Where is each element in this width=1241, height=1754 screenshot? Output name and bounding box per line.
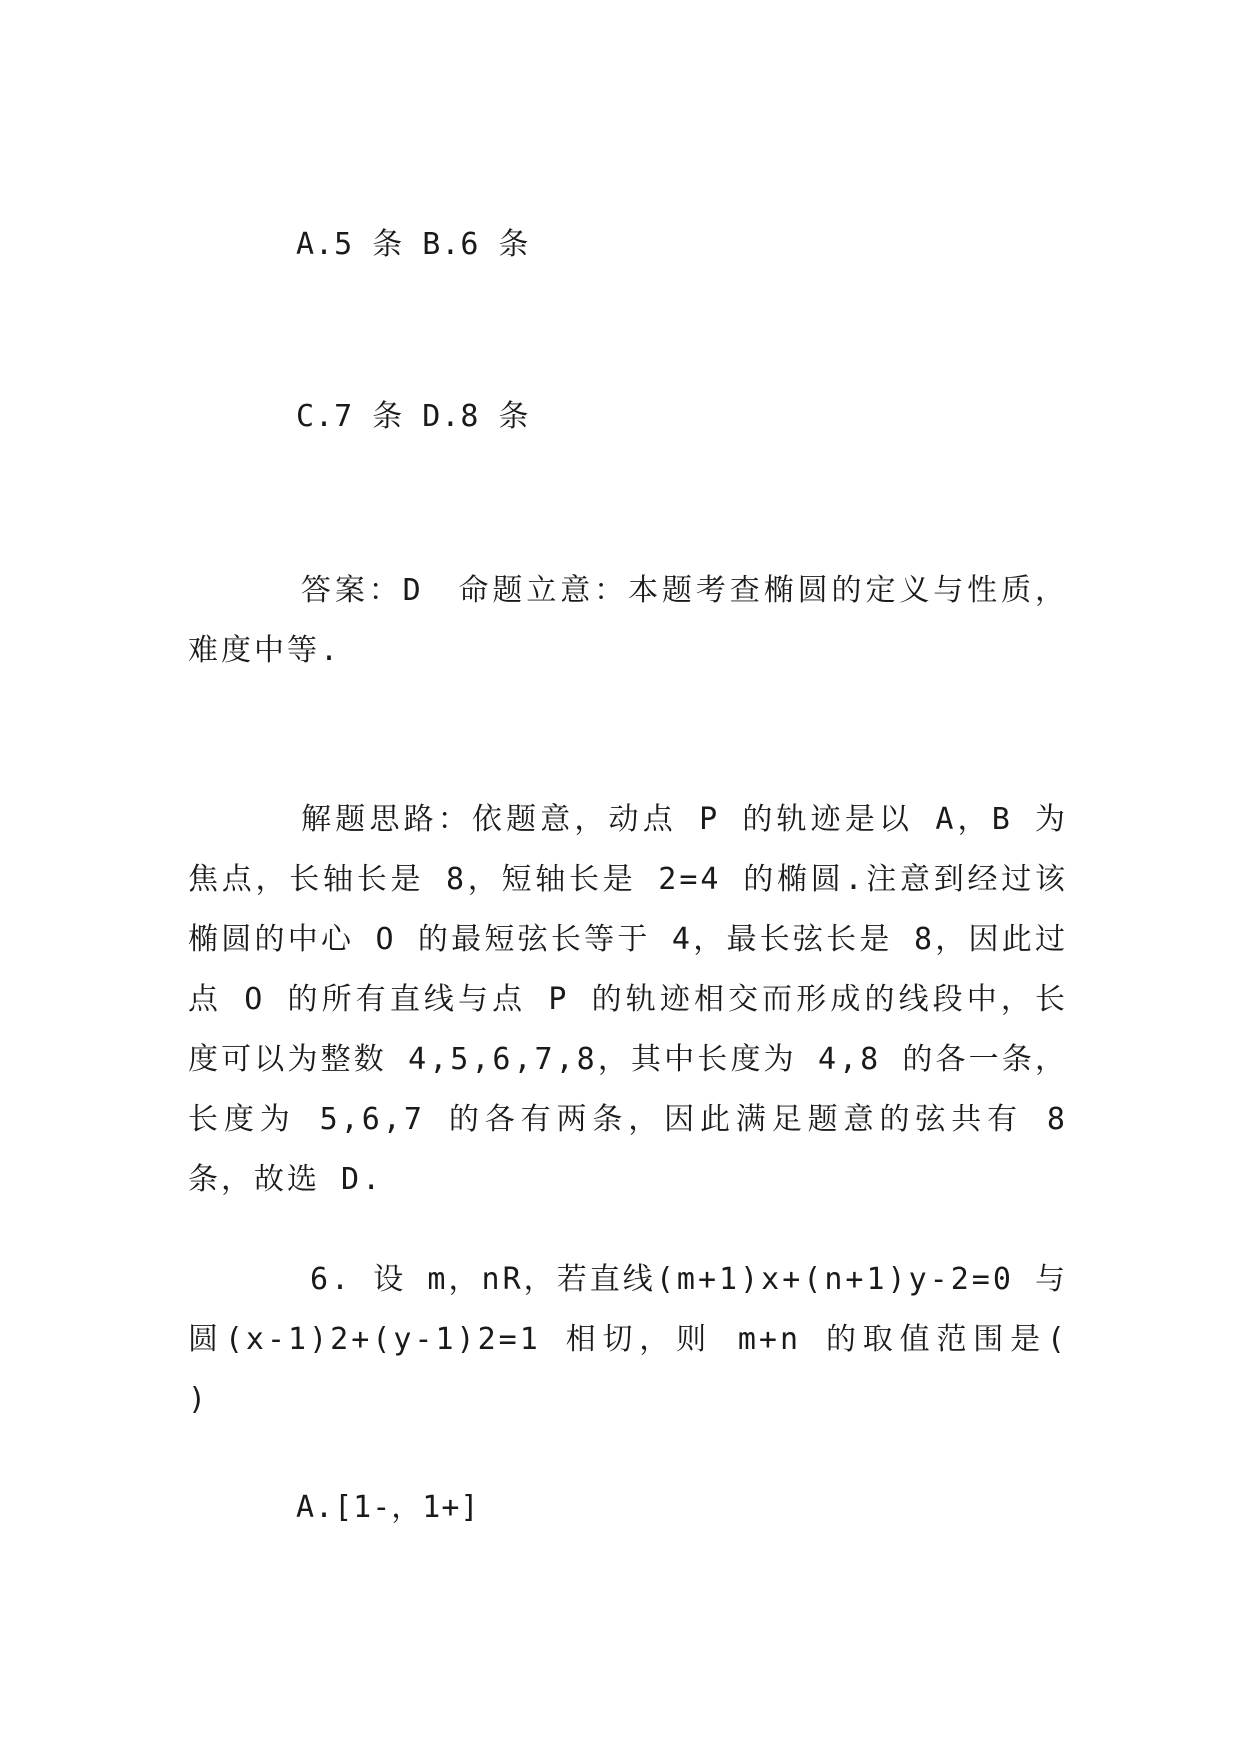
q5-options-cd: C.7 条 D.8 条 [296, 399, 530, 434]
q5-solution-paragraph [188, 790, 1068, 1210]
q5-options-ab: A.5 条 B.6 条 [296, 227, 530, 262]
q6-option-a: A.[1-，1+] [296, 1490, 480, 1525]
q6-question-text: 6. 设 m，nR，若直线(m+1)x+(n+1)y-2=0 与圆(x-1)2+(y-1)2=1 相切，则 m+n 的取值范围是( ) [188, 1262, 1134, 1417]
q5-answer-text: 答案：D 命题立意：本题考查椭圆的定义与性质，难度中等. [188, 573, 1068, 668]
q6-question-paragraph [188, 1250, 1134, 1430]
q5-answer-paragraph [188, 561, 1068, 681]
q5-solution-text: 解题思路：依题意，动点 P 的轨迹是以 A，B 为焦点，长轴长是 8，短轴长是 2=4 的椭圆.注意到经过该椭圆的中心 O 的最短弦长等于 4，最长弦长是 8，因此过点 O 的所有直线与点 P 的轨迹相交而形成的线段中，长度可以为整数 4,5,6,7,8，其中长度为 4,8 的各一条，长度为 5,6,7 的各有两条，因此满足题意的弦共有 8 条，故选 D. [188, 802, 1068, 1197]
